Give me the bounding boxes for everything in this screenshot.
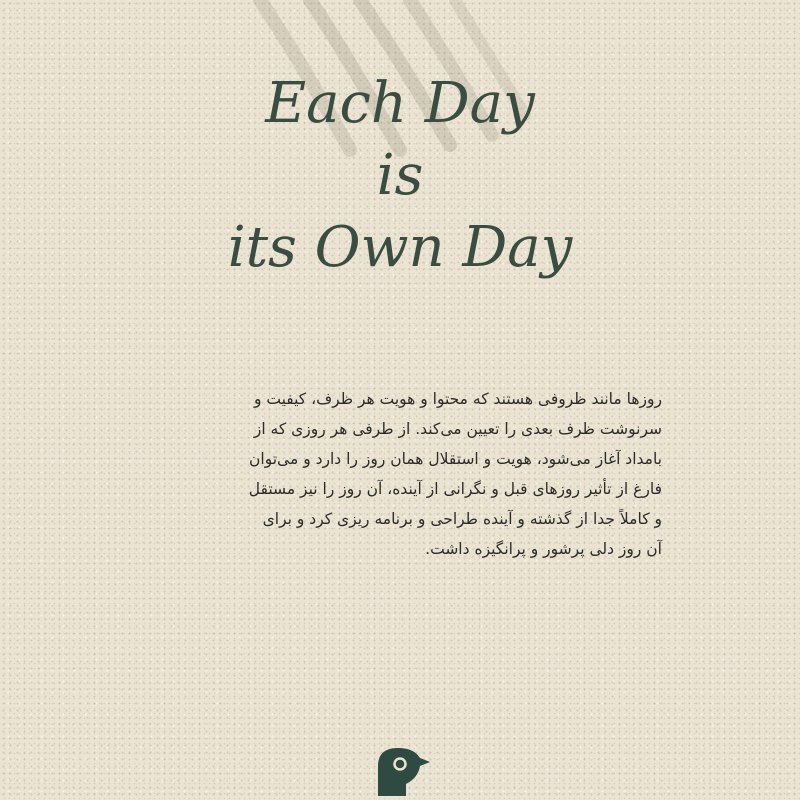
bird-head-logo-icon [374,744,430,796]
paragraph-line-2: سرنوشت ظرف بعدی را تعیین می‌کند. از طرفی هر روزی که از [253,420,662,438]
paragraph-line-6: آن روز دلی پرشور و پرانگیزه داشت. [425,540,662,558]
page-title [0,68,800,284]
paragraph-line-1: روزها مانند ظروفی هستند که محتوا و هویت هر ظرف، کیفیت و [253,390,662,408]
title-line-3: its Own Day [227,215,573,280]
title-line-1: Each Day [265,71,535,136]
paragraph-line-4: فارغ از تأثیر روزهای قبل و نگرانی از آینده، آن روز را نیز مستقل [248,480,662,498]
paragraph-line-3: بامداد آغاز می‌شود، هویت و استقلال همان روز را دارد و می‌توان [249,450,662,468]
paragraph-line-5: و کاملاً جدا از گذشته و آینده طراحی و برنامه ریزی کرد و برای [262,510,662,528]
persian-paragraph [150,384,662,564]
title-line-2: is [376,143,424,208]
